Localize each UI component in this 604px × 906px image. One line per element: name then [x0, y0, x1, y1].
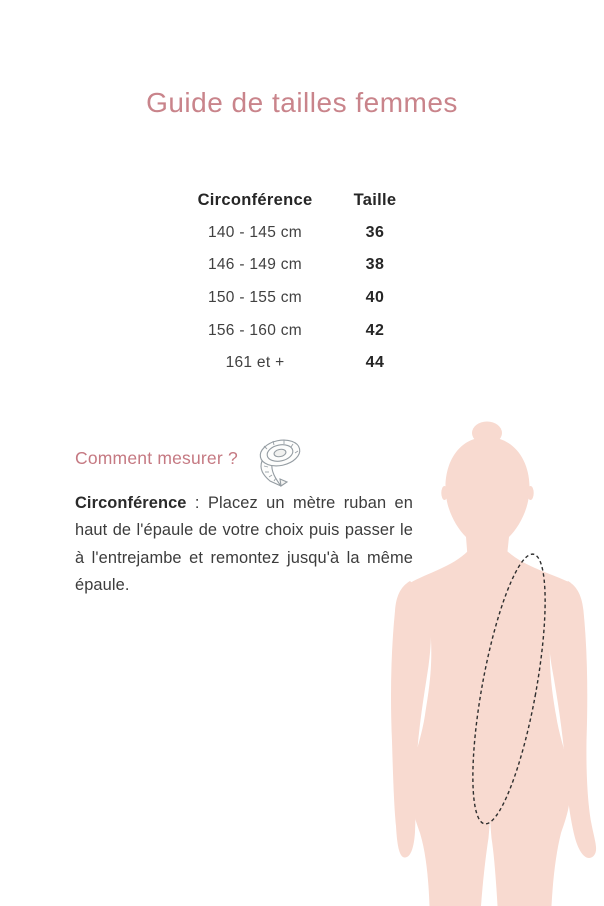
circumference-value: 156 - 160 cm — [207, 321, 303, 339]
measure-instructions — [75, 490, 413, 599]
table-row — [180, 249, 420, 282]
size-value: 42 — [365, 321, 385, 339]
woman-silhouette — [380, 420, 604, 906]
circumference-value: 150 - 155 cm — [207, 289, 303, 307]
table-header-row — [180, 184, 420, 217]
how-to-measure-heading: Comment mesurer ? — [75, 448, 238, 468]
size-value: 36 — [365, 223, 385, 241]
size-value: 40 — [365, 289, 385, 307]
column-header-size: Taille — [353, 190, 397, 209]
table-row — [180, 347, 420, 380]
size-table — [180, 184, 420, 380]
circumference-value: 140 - 145 cm — [207, 223, 303, 241]
size-value: 44 — [365, 354, 385, 372]
measure-instructions-body: : Placez un mètre ruban en haut de l'épaule de votre choix puis passer le à l'entrejambe et remontez jusqu'à la même épaule. — [75, 494, 413, 594]
page-title: Guide de tailles femmes — [146, 87, 458, 118]
column-header-circumference: Circonférence — [197, 190, 313, 209]
measure-instructions-lead: Circonférence — [75, 494, 187, 512]
silhouette-head — [445, 437, 529, 560]
table-row — [180, 282, 420, 315]
silhouette-torso-legs — [410, 551, 571, 906]
table-row — [180, 314, 420, 347]
size-value: 38 — [365, 256, 385, 274]
circumference-value: 161 et + — [225, 354, 285, 372]
measuring-tape-icon — [251, 436, 307, 490]
table-row — [180, 217, 420, 250]
circumference-value: 146 - 149 cm — [207, 256, 303, 274]
